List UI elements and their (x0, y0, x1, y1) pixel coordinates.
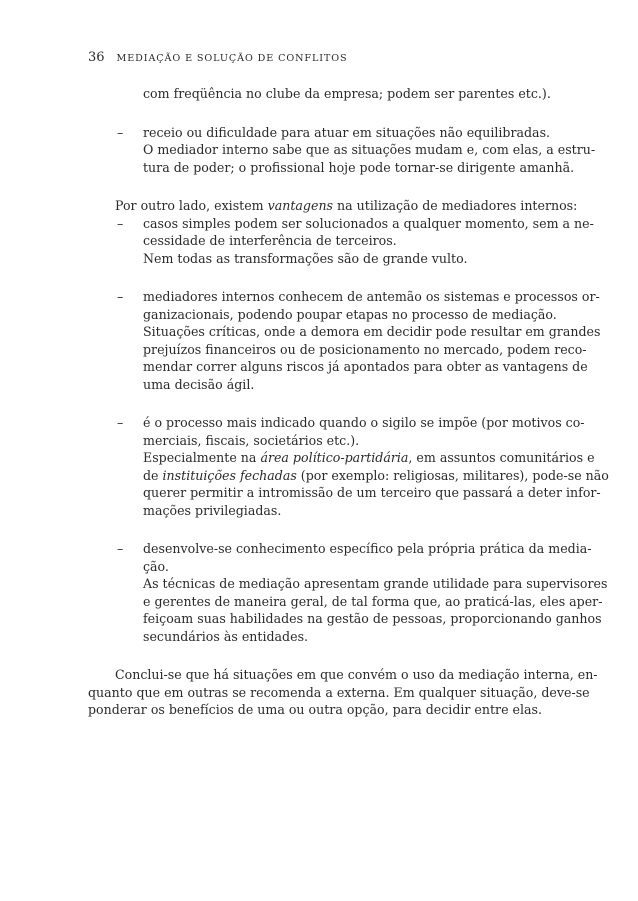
bullet-conhecimento (117, 540, 608, 645)
text-line: uma decisão ágil. (143, 376, 255, 392)
text-line: mações privilegiadas. (143, 502, 282, 518)
text-line: prejuízos financeiros ou de posicionamento no mercado, podem reco- (143, 341, 587, 357)
bullet-mediadores (117, 288, 601, 393)
conclusion-paragraph (88, 666, 598, 719)
running-header (88, 50, 347, 65)
bullet-sigilo (117, 414, 609, 519)
text-line: secundários às entidades. (143, 628, 309, 644)
text-line: Conclui-se que há situações em que convém o uso da mediação interna, en- (115, 667, 598, 682)
text-line: merciais, fiscais, societários etc.). (143, 432, 360, 448)
text-line: ponderar os benefícios de uma ou outra opção, para decidir entre elas. (88, 702, 542, 717)
page-body (88, 85, 609, 719)
text-line: casos simples podem ser solucionados a qualquer momento, sem a ne- (143, 215, 594, 231)
dash-marker: – (117, 289, 124, 304)
dash-marker: – (117, 124, 124, 140)
text-line: quanto que em outras se recomenda a externa. Em qualquer situação, deve-se (88, 684, 590, 700)
text-line: de instituições fechadas (por exemplo: religiosas, militares), pode-se não (143, 467, 609, 483)
emphasis-instituicoes: instituições fechadas (162, 467, 297, 483)
emphasis-area-politica: área político-partidária (260, 450, 409, 465)
text-line: é o processo mais indicado quando o sigilo se impõe (por motivos co- (143, 415, 585, 430)
text-line: Situações críticas, onde a demora em decidir pode resultar em grandes (143, 324, 601, 339)
text-line: O mediador interno sabe que as situações mudam e, com elas, a estru- (143, 142, 596, 157)
text-line: ção. (143, 558, 169, 574)
text-line: desenvolve-se conhecimento específico pela própria prática da media- (143, 541, 592, 556)
text-line: feiçoam suas habilidades na gestão de pessoas, proporcionando ganhos (143, 611, 602, 626)
page-number: 36 (88, 50, 105, 65)
text-line: Especialmente na área político-partidária, em assuntos comunitários e (143, 450, 595, 465)
continuation-line: com freqüência no clube da empresa; podem ser parentes etc.). (143, 86, 551, 101)
emphasis-vantagens: vantagens (267, 198, 334, 213)
text-line: e gerentes de maneira geral, de tal forma que, ao praticá-las, eles aper- (143, 593, 603, 609)
bullet-casos (117, 215, 594, 268)
text-line: ganizacionais, podendo poupar etapas no processo de mediação. (143, 306, 557, 322)
running-title: MEDIAÇÃO E SOLUÇÃO DE CONFLITOS (116, 53, 348, 64)
text-line: querer permitir a intromissão de um terceiro que passará a deter infor- (143, 485, 601, 500)
text-line: As técnicas de mediação apresentam grande utilidade para supervisores (143, 576, 608, 591)
text-line: mendar correr alguns riscos já apontados para obter as vantagens de (143, 359, 588, 374)
text-line: Nem todas as transformações são de grande vulto. (143, 250, 468, 266)
text-line: tura de poder; o profissional hoje pode tornar-se dirigente amanhã. (143, 159, 575, 175)
dash-marker: – (117, 541, 124, 556)
dash-marker: – (117, 415, 124, 430)
text-line: mediadores internos conhecem de antemão os sistemas e processos or- (143, 289, 600, 304)
text-line: cessidade de interferência de terceiros. (143, 233, 397, 248)
intro-paragraph: Por outro lado, existem vantagens na utilização de mediadores internos: (115, 198, 578, 213)
dash-marker: – (117, 215, 124, 231)
bullet-receio (117, 124, 596, 177)
text-line: receio ou dificuldade para atuar em situações não equilibradas. (143, 124, 551, 140)
